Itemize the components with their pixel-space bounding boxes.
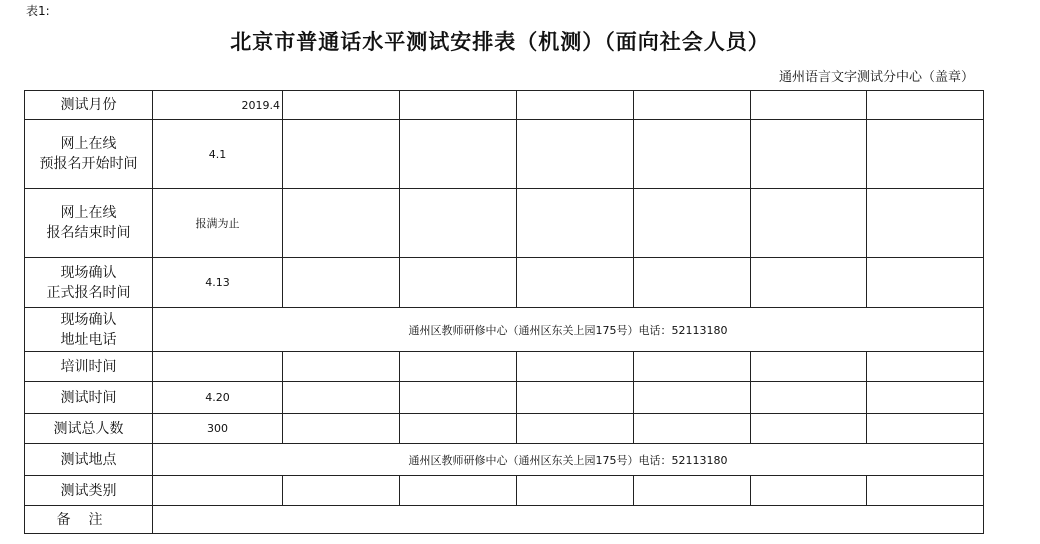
empty-cell <box>283 189 400 258</box>
empty-cell <box>634 120 751 189</box>
row-label-total-candidates: 测试总人数 <box>25 414 153 444</box>
table-row <box>25 382 984 414</box>
row-label-pre-registration-start <box>25 120 153 189</box>
schedule-table <box>24 90 984 534</box>
empty-cell <box>517 120 634 189</box>
empty-cell <box>634 414 751 444</box>
training-time-value <box>153 352 283 382</box>
empty-cell <box>751 382 867 414</box>
test-location-value: 通州区教师研修中心（通州区东关上园175号）电话：52113180 <box>153 444 984 476</box>
empty-cell <box>400 382 517 414</box>
row-label-onsite-address-phone <box>25 308 153 352</box>
empty-cell <box>751 352 867 382</box>
row-label-training-time: 培训时间 <box>25 352 153 382</box>
table-row <box>25 308 984 352</box>
table-row <box>25 91 984 120</box>
table-row <box>25 352 984 382</box>
empty-cell <box>867 120 984 189</box>
row-label-onsite-confirm-time <box>25 258 153 308</box>
empty-cell <box>867 91 984 120</box>
empty-cell <box>400 352 517 382</box>
row-label-test-month: 测试月份 <box>25 91 153 120</box>
empty-cell <box>634 476 751 506</box>
empty-cell <box>283 352 400 382</box>
empty-cell <box>867 258 984 308</box>
empty-cell <box>867 476 984 506</box>
empty-cell <box>283 476 400 506</box>
total-candidates-value: 300 <box>153 414 283 444</box>
empty-cell <box>867 382 984 414</box>
label-line: 预报名开始时间 <box>39 156 138 172</box>
empty-cell <box>517 258 634 308</box>
empty-cell <box>751 189 867 258</box>
empty-cell <box>400 120 517 189</box>
table-row <box>25 120 984 189</box>
row-label-registration-end <box>25 189 153 258</box>
empty-cell <box>400 91 517 120</box>
onsite-address-phone-value: 通州区教师研修中心（通州区东关上园175号）电话：52113180 <box>153 308 984 352</box>
empty-cell <box>400 414 517 444</box>
empty-cell <box>751 91 867 120</box>
empty-cell <box>867 189 984 258</box>
empty-cell <box>751 414 867 444</box>
empty-cell <box>517 189 634 258</box>
empty-cell <box>517 91 634 120</box>
empty-cell <box>634 352 751 382</box>
pre-registration-start-value: 4.1 <box>153 120 283 189</box>
empty-cell <box>283 382 400 414</box>
empty-cell <box>400 189 517 258</box>
test-time-value: 4.20 <box>153 382 283 414</box>
table-row <box>25 506 984 534</box>
empty-cell <box>634 91 751 120</box>
table-row <box>25 476 984 506</box>
row-label-test-location: 测试地点 <box>25 444 153 476</box>
table-row <box>25 414 984 444</box>
empty-cell <box>400 258 517 308</box>
empty-cell <box>634 189 751 258</box>
table-row <box>25 189 984 258</box>
remarks-value <box>153 506 984 534</box>
registration-end-value: 报满为止 <box>153 189 283 258</box>
empty-cell <box>751 258 867 308</box>
empty-cell <box>867 414 984 444</box>
label-line: 正式报名时间 <box>46 284 131 301</box>
empty-cell <box>400 476 517 506</box>
label-line: 现场确认 <box>60 311 117 328</box>
label-line: 报名结束时间 <box>46 225 131 241</box>
table-row <box>25 444 984 476</box>
empty-cell <box>283 414 400 444</box>
test-month-value: 2019.4 <box>153 91 283 120</box>
issuer-stamp-text: 通州语言文字测试分中心（盖章） <box>778 70 974 85</box>
page-title: 北京市普通话水平测试安排表（机测）（面向社会人员） <box>230 29 770 54</box>
label-line: 网上在线 <box>60 136 117 152</box>
label-line: 现场确认 <box>60 264 117 281</box>
empty-cell <box>517 476 634 506</box>
empty-cell <box>634 258 751 308</box>
table-row <box>25 258 984 308</box>
empty-cell <box>517 352 634 382</box>
empty-cell <box>283 120 400 189</box>
empty-cell <box>517 414 634 444</box>
empty-cell <box>283 91 400 120</box>
empty-cell <box>283 258 400 308</box>
empty-cell <box>751 476 867 506</box>
test-category-value <box>153 476 283 506</box>
label-line: 地址电话 <box>60 331 117 348</box>
empty-cell <box>867 352 984 382</box>
row-label-test-time: 测试时间 <box>25 382 153 414</box>
empty-cell <box>517 382 634 414</box>
empty-cell <box>751 120 867 189</box>
onsite-confirm-time-value: 4.13 <box>153 258 283 308</box>
row-label-test-category: 测试类别 <box>25 476 153 506</box>
label-line: 网上在线 <box>60 205 117 221</box>
table-caption: 表1: <box>26 4 50 18</box>
empty-cell <box>634 382 751 414</box>
row-label-remarks: 备注 <box>25 506 153 534</box>
